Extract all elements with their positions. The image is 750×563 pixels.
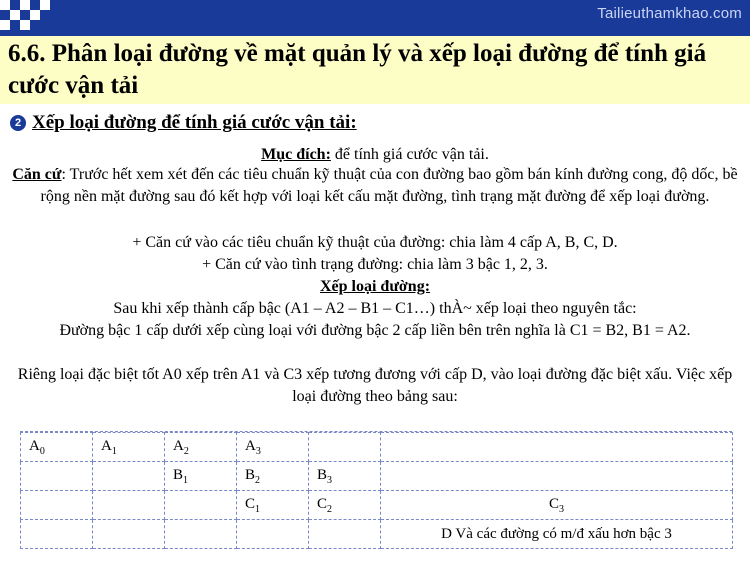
cell-main: C — [317, 495, 328, 512]
table-cell — [381, 433, 733, 462]
table-cell — [165, 520, 237, 549]
table-cell — [165, 491, 237, 520]
table-cell — [381, 520, 733, 549]
cell-main: C — [245, 495, 256, 512]
slide-title: 6.6. Phân loại đường về mặt quản lý và xếp loại đường để tính giá cước vận tải — [8, 40, 707, 99]
cell-subscript: 1 — [255, 503, 261, 515]
purpose-text: để tính giá cước vận tải. — [330, 146, 489, 163]
cell-main: C — [548, 495, 559, 512]
cell-main: A — [29, 437, 40, 454]
cell-subscript: 2 — [255, 474, 261, 486]
table-row — [21, 433, 733, 462]
cell-subscript: 1 — [111, 445, 117, 457]
classification-table — [20, 432, 733, 549]
cell-subscript: 0 — [39, 445, 45, 457]
slide-content — [0, 106, 750, 410]
cell-main: A — [173, 437, 184, 454]
basis-item-1: + Căn cứ vào các tiêu chuẩn kỹ thuật của đường: chia làm 4 cấp A, B, C, D. — [132, 234, 618, 251]
table-cell — [237, 491, 309, 520]
table-cell — [309, 462, 381, 491]
table-cell — [237, 433, 309, 462]
cell-main: A — [245, 437, 256, 454]
table-row — [21, 462, 733, 491]
table-cell — [237, 462, 309, 491]
table-cell — [93, 491, 165, 520]
basis-label: Căn cứ — [12, 166, 62, 183]
table-cell — [165, 433, 237, 462]
cell-main: B — [173, 466, 184, 483]
basis-item-2: + Căn cứ vào tình trạng đường: chia làm 3 bậc 1, 2, 3. — [202, 256, 548, 273]
checker-logo — [0, 0, 56, 36]
classify-text-2: Đường bậc 1 cấp dưới xếp cùng loại với đường bậc 2 cấp liền bên trên nghĩa là C1 = B2, B1 = A2. — [59, 322, 691, 339]
section-heading — [10, 112, 357, 134]
table-cell — [93, 520, 165, 549]
title-box — [0, 36, 750, 104]
table-cell — [21, 491, 93, 520]
purpose-line — [6, 144, 744, 166]
cell-subscript: 2 — [327, 503, 333, 515]
table-cell — [381, 462, 733, 491]
table-row — [21, 520, 733, 549]
table-cell — [309, 491, 381, 520]
cell-subscript: 2 — [183, 445, 189, 457]
top-band — [0, 0, 750, 36]
table-cell — [165, 462, 237, 491]
cell-main: B — [317, 466, 328, 483]
cell-main: D Và các đường có m/đ xấu hơn bậc 3 — [441, 525, 672, 542]
classify-heading — [6, 276, 744, 298]
table-cell — [309, 433, 381, 462]
cell-main: B — [245, 466, 256, 483]
classify-label: Xếp loại đường: — [319, 278, 431, 295]
basis-text: : Trước hết xem xét đến các tiêu chuẩn kỹ thuật của con đường bao gồm bán kính đường cong, độ dốc, bề rộng nền mặt đường sau đó kết hợp với loại kết cấu mặt đường, tình trạng mặt đường để xếp loại đường. — [40, 166, 738, 205]
numbered-bullet-icon: 2 — [10, 115, 26, 131]
table-cell — [21, 520, 93, 549]
cell-main: A — [101, 437, 112, 454]
cell-subscript: 3 — [559, 503, 564, 515]
table-cell — [93, 433, 165, 462]
table-cell — [21, 462, 93, 491]
section-heading-text: Xếp loại đường để tính giá cước vận tải: — [32, 112, 357, 133]
classify-text-1: Sau khi xếp thành cấp bậc (A1 – A2 – B1 – C1…) thÀ~ xếp loại theo nguyên tắc: — [113, 300, 637, 317]
cell-subscript: 3 — [327, 474, 333, 486]
basis-paragraph — [6, 164, 744, 208]
watermark: Tailieuthamkhao.com — [597, 5, 742, 22]
table-cell — [21, 433, 93, 462]
classify-text-3: Riêng loại đặc biệt tốt A0 xếp trên A1 và C3 xếp tương đương với cấp D, vào loại đường đặc biệt xấu. Việc xếp loại đường theo bảng sau: — [17, 366, 733, 405]
table-cell — [237, 520, 309, 549]
table-cell — [381, 491, 733, 520]
classification-table-area — [0, 410, 750, 563]
table-row — [21, 491, 733, 520]
table-cell — [309, 520, 381, 549]
table-cell — [93, 462, 165, 491]
cell-subscript: 1 — [183, 474, 189, 486]
purpose-label: Mục đích: — [261, 146, 331, 163]
cell-subscript: 3 — [255, 445, 261, 457]
